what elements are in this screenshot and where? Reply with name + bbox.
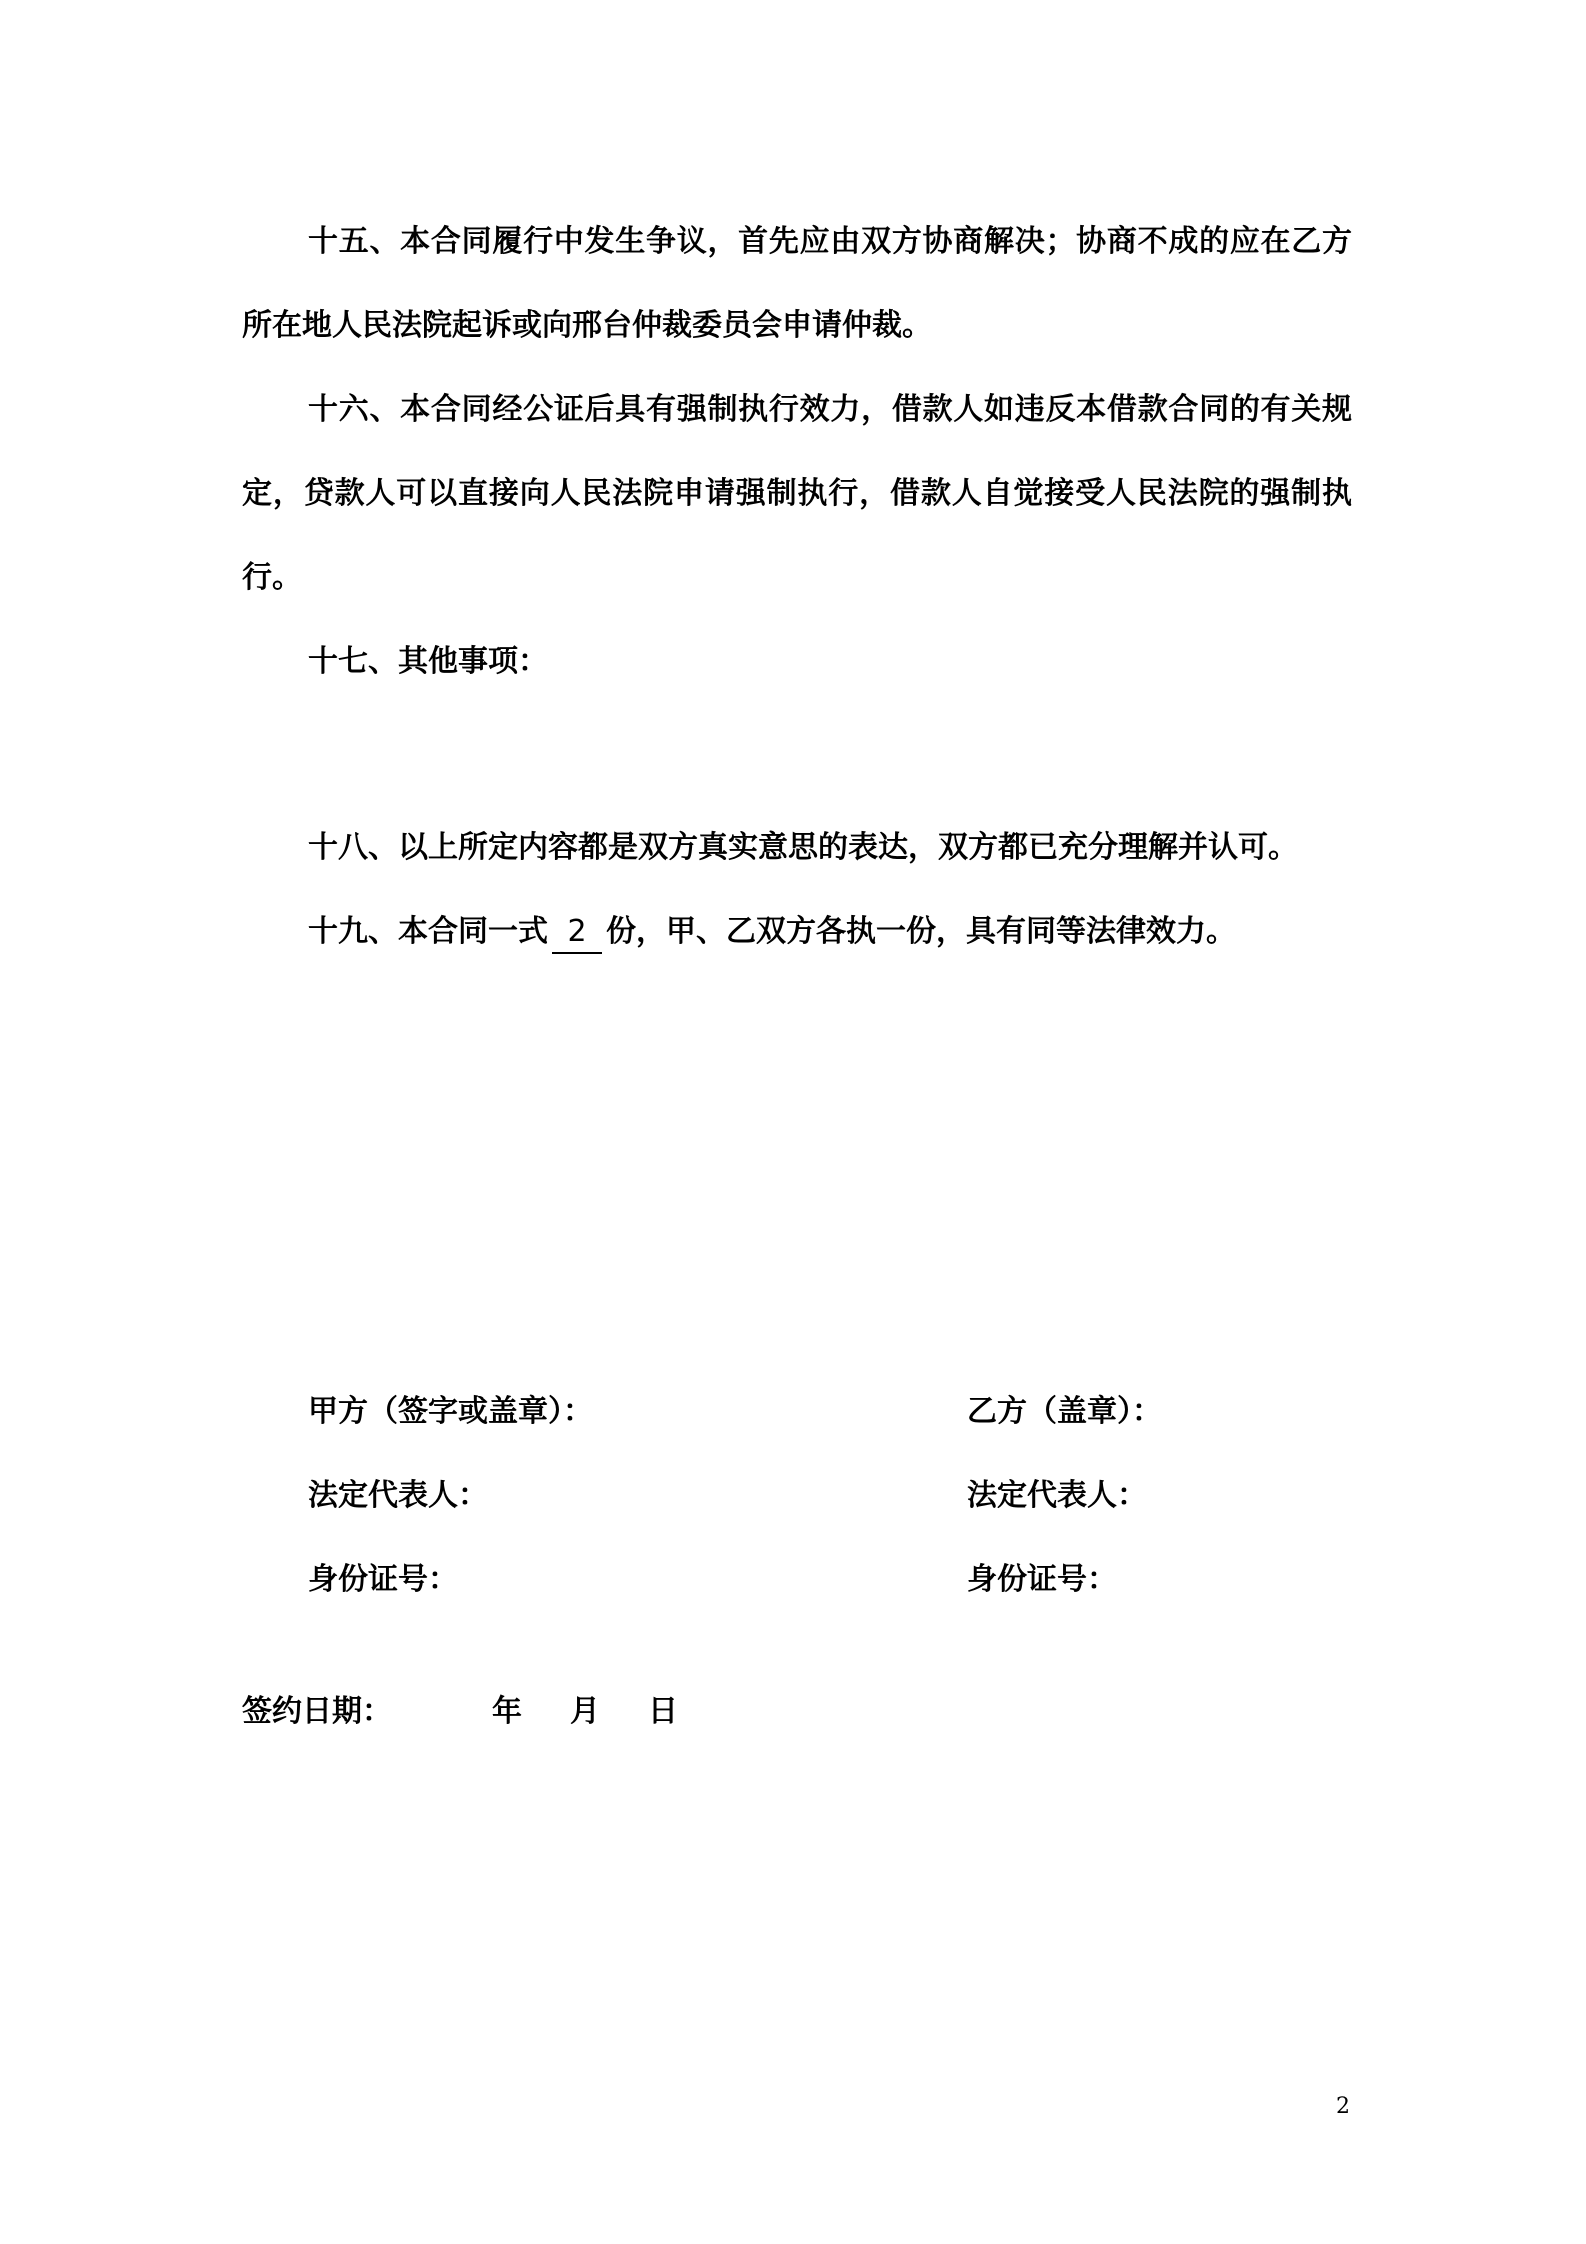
clause-15: 十五、本合同履行中发生争议，首先应由双方协商解决；协商不成的应在乙方所在地人民法院起诉或向邢台仲裁委员会申请仲裁。 (242, 224, 1352, 343)
party-a-signature (308, 1370, 593, 1622)
party-a-representative: 法定代表人： (308, 1478, 488, 1513)
clause-19-prefix: 十九、本合同一式 (308, 914, 548, 949)
signing-date-label: 签约日期： (242, 1694, 392, 1729)
clause-19-suffix: 份，甲、乙双方各执一份，具有同等法律效力。 (606, 914, 1236, 949)
signing-date-day: 日 (648, 1694, 678, 1729)
party-b-representative: 法定代表人： (967, 1478, 1147, 1513)
signing-date (242, 1670, 678, 1754)
party-a-id-number: 身份证号： (308, 1562, 458, 1597)
signing-date-month: 月 (570, 1694, 600, 1729)
party-b-id-number: 身份证号： (967, 1562, 1117, 1597)
party-b-signature (967, 1370, 1162, 1622)
copies-count-field: 2 (552, 912, 602, 954)
signing-date-year: 年 (492, 1694, 522, 1729)
page-number: 2 (1336, 2094, 1350, 2119)
contract-clauses (242, 200, 1352, 974)
clause-16: 十六、本合同经公证后具有强制执行效力，借款人如违反本借款合同的有关规定，贷款人可以直接向人民法院申请强制执行，借款人自觉接受人民法院的强制执行。 (242, 392, 1352, 595)
party-a-title: 甲方（签字或盖章）： (308, 1394, 593, 1429)
clause-19 (242, 890, 1352, 974)
clause-18: 十八、以上所定内容都是双方真实意思的表达，双方都已充分理解并认可。 (308, 830, 1298, 865)
clause-17: 十七、其他事项： (308, 644, 548, 679)
party-b-title: 乙方（盖章）： (967, 1394, 1162, 1429)
